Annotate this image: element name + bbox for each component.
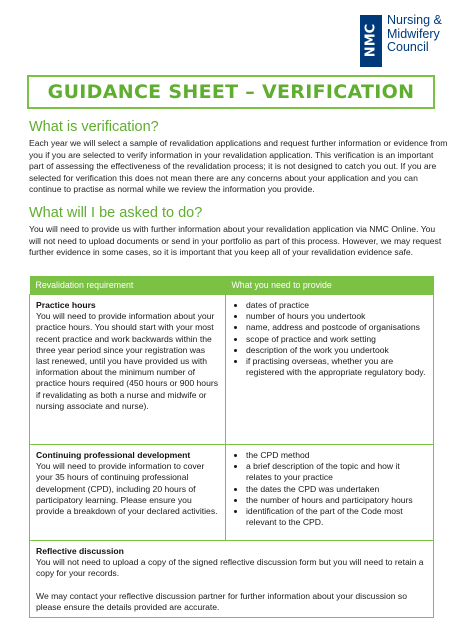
logo-line-1: Nursing & xyxy=(387,13,442,27)
reflective-paragraph-2: We may contact your reflective discussion partner for further information about your discussion so please ensure the details provided are accurate. xyxy=(36,590,407,612)
table-header-row xyxy=(30,276,434,295)
logo-line-3: Council xyxy=(387,40,429,54)
list-item: • identification of the part of the Code most relevant to the CPD. xyxy=(246,506,427,528)
list-item: • the CPD method xyxy=(246,450,427,461)
requirement-description: You will need to provide information to cover your 35 hours of continuing professional development (CPD), including 20 hours of participatory learning. Please ensure you provide a breakdown of your declared activities. xyxy=(36,461,218,517)
reflective-cell xyxy=(30,541,434,618)
nmc-logo xyxy=(360,15,460,71)
section-body-asked: You will need to provide us with further information about your revalidation application via NMC Online. You will not need to upload documents or send in your portfolio as part of this process. However, we may request further evidence in some cases, so it is important that you keep all of your revalidation evidence safe. xyxy=(29,224,442,257)
list-item: • a brief description of the topic and how it relates to your practice xyxy=(246,461,427,483)
section-heading-asked: What will I be asked to do? xyxy=(29,205,203,221)
table-row xyxy=(30,541,434,618)
list-item: • name, address and postcode of organisations xyxy=(246,322,427,333)
title-box xyxy=(27,75,435,109)
column-header-requirement: Revalidation requirement xyxy=(30,276,226,295)
column-header-provide: What you need to provide xyxy=(226,276,434,295)
requirement-title: Continuing professional development xyxy=(36,450,191,460)
list-item: • if practising overseas, whether you are registered with the appropriate regulatory body. xyxy=(246,356,427,378)
page-title: GUIDANCE SHEET – VERIFICATION xyxy=(47,81,415,103)
section-body-verification: Each year we will select a sample of revalidation applications and request further information or evidence from you if you are selected to verify information in your revalidation application. This verification is an important part of assessing the effectiveness of the revalidation process; it is not designed to catch you out. If you are selected for verification this does not mean there are any concerns about your application and you can continue to practise as normal while we review the information you provide. xyxy=(29,138,448,194)
requirement-cell xyxy=(30,295,226,445)
provide-list xyxy=(232,300,427,378)
requirements-table xyxy=(29,276,434,618)
list-item: • description of the work you undertook xyxy=(246,345,427,356)
list-item: • dates of practice xyxy=(246,300,427,311)
list-item: • the number of hours and participatory hours xyxy=(246,495,427,506)
logo-line-2: Midwifery xyxy=(387,26,440,41)
nmc-logo-mark xyxy=(360,15,382,67)
reflective-paragraph-1: You will not need to upload a copy of the signed reflective discussion form but you will need to retain a copy for your records. xyxy=(36,557,424,579)
table-row xyxy=(30,295,434,445)
reflective-title: Reflective discussion xyxy=(36,546,124,556)
list-item: • number of hours you undertook xyxy=(246,311,427,322)
nmc-logo-wordmark xyxy=(387,14,442,55)
provide-list xyxy=(232,450,427,528)
provide-cell xyxy=(226,295,434,445)
requirement-cell xyxy=(30,445,226,541)
requirement-description: You will need to provide information about your practice hours. You should start with your most recent practice and work backwards within the three year period since your registration was last renewed, until you have provided us with information about the minimum number of practice hours required (450 hours or 900 hours if revalidating as both a nurse and midwife or nursing associate and nurse). xyxy=(36,311,219,411)
requirement-title: Practice hours xyxy=(36,300,96,310)
nmc-logo-mark-text: NMC xyxy=(363,23,379,58)
provide-cell xyxy=(226,445,434,541)
section-heading-verification: What is verification? xyxy=(29,119,159,135)
list-item: • the dates the CPD was undertaken xyxy=(246,484,427,495)
list-item: • scope of practice and work setting xyxy=(246,334,427,345)
table-row xyxy=(30,445,434,541)
